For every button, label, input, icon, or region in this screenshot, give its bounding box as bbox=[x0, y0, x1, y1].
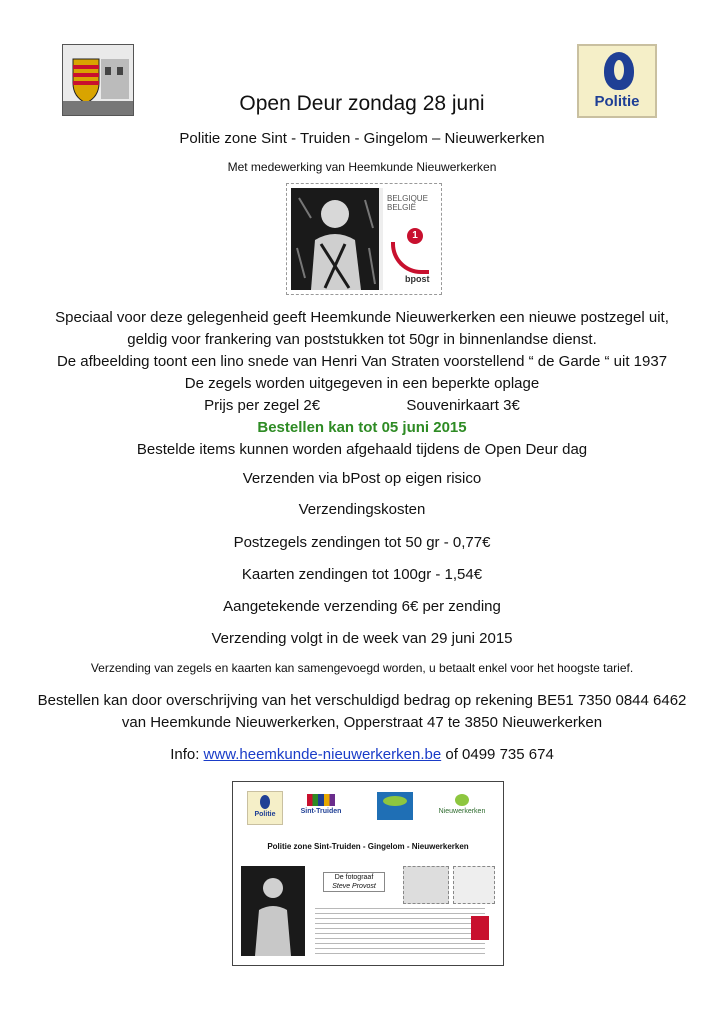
info-prefix: Info: bbox=[170, 746, 204, 763]
poster-name-line-2: Steve Provost bbox=[332, 883, 376, 890]
body-line-4: De zegels worden uitgegeven in een beperkte oplage bbox=[184, 375, 540, 392]
combine-note: Verzending van zegels en kaarten kan samengevoegd worden, u betaalt enkel voor het hoogste tarief. bbox=[90, 661, 634, 675]
poster-lino-image bbox=[241, 866, 305, 956]
body-line-2: geldig voor frankering van poststukken tot 50gr in binnenlandse dienst. bbox=[127, 331, 597, 348]
body-line-1: Speciaal voor deze gelegenheid geeft Heemkunde Nieuwerkerken een nieuwe postzegel uit, bbox=[55, 309, 669, 326]
poster-politie-label: Politie bbox=[254, 811, 276, 818]
poster-nieuwerkerken-label: Nieuwerkerken bbox=[438, 808, 486, 815]
politie-logo-label: Politie bbox=[594, 93, 640, 110]
poster-sint-truiden-label: Sint-Truiden bbox=[300, 808, 342, 815]
page-subtitle: Politie zone Sint - Truiden - Gingelom – Nieuwerkerken bbox=[179, 130, 545, 147]
order-deadline: Bestellen kan tot 05 juni 2015 bbox=[257, 419, 467, 436]
sint-truiden-icon bbox=[307, 794, 335, 806]
poster-stamp-1 bbox=[403, 866, 449, 904]
gingelom-logo-icon bbox=[377, 792, 413, 820]
order-line-1: Bestellen kan door overschrijving van het verschuldigd bedrag op rekening BE51 7350 0844 6462 bbox=[37, 692, 687, 709]
poster-nieuwerkerken-logo bbox=[433, 792, 491, 820]
poster-coat-of-arms-icon bbox=[471, 916, 489, 940]
stamp-side-strip bbox=[379, 188, 383, 290]
cooperation-note: Met medewerking van Heemkunde Nieuwerkerken bbox=[227, 160, 497, 174]
souvenir-card-image bbox=[232, 781, 504, 966]
cost-registered: Aangetekende verzending 6€ per zending bbox=[223, 598, 501, 615]
pickup-note: Bestelde items kunnen worden afgehaald tijdens de Open Deur dag bbox=[136, 441, 588, 458]
price-line bbox=[0, 397, 724, 414]
nieuwerkerken-leaf-icon bbox=[455, 794, 469, 806]
politie-flame-icon bbox=[604, 52, 634, 90]
order-line-2: van Heemkunde Nieuwerkerken, Opperstraat 47 te 3850 Nieuwerkerken bbox=[121, 714, 603, 731]
poster-name-box bbox=[323, 872, 385, 892]
page-title: Open Deur zondag 28 juni bbox=[239, 92, 485, 115]
price-card: Souvenirkaart 3€ bbox=[406, 397, 520, 414]
info-line bbox=[0, 746, 724, 763]
poster-sint-truiden-logo bbox=[293, 792, 349, 822]
shipping-note: Verzenden via bPost op eigen risico bbox=[242, 470, 482, 487]
shipping-week: Verzending volgt in de week van 29 juni 2015 bbox=[211, 630, 513, 647]
poster-text-block bbox=[315, 908, 485, 954]
stamp-country: BELGIQUE BELGIË bbox=[387, 194, 428, 212]
stamp-value: 1 bbox=[412, 230, 418, 241]
poster-stamp-2 bbox=[453, 866, 495, 904]
cost-cards: Kaarten zendingen tot 100gr - 1,54€ bbox=[241, 566, 483, 583]
poster-politie-logo bbox=[247, 791, 283, 825]
politie-flame-icon bbox=[260, 795, 270, 809]
info-suffix: of 0499 735 674 bbox=[441, 746, 554, 763]
postage-stamp bbox=[286, 183, 442, 295]
price-stamp: Prijs per zegel 2€ bbox=[204, 397, 321, 414]
body-line-3: De afbeelding toont een lino snede van Henri Van Straten voorstellend “ de Garde “ uit 1937 bbox=[56, 353, 668, 370]
poster-name-line-1: De fotograaf bbox=[334, 874, 374, 881]
bpost-logo-text: bpost bbox=[405, 274, 430, 284]
cost-stamps: Postzegels zendingen tot 50 gr - 0,77€ bbox=[233, 534, 491, 551]
lino-cut-image bbox=[291, 188, 379, 290]
shipping-costs-header: Verzendingskosten bbox=[298, 501, 426, 518]
bpost-swoosh-icon bbox=[391, 242, 429, 274]
website-link[interactable]: www.heemkunde-nieuwerkerken.be bbox=[203, 746, 442, 763]
poster-title: Politie zone Sint-Truiden - Gingelom - Nieuwerkerken bbox=[267, 842, 469, 851]
